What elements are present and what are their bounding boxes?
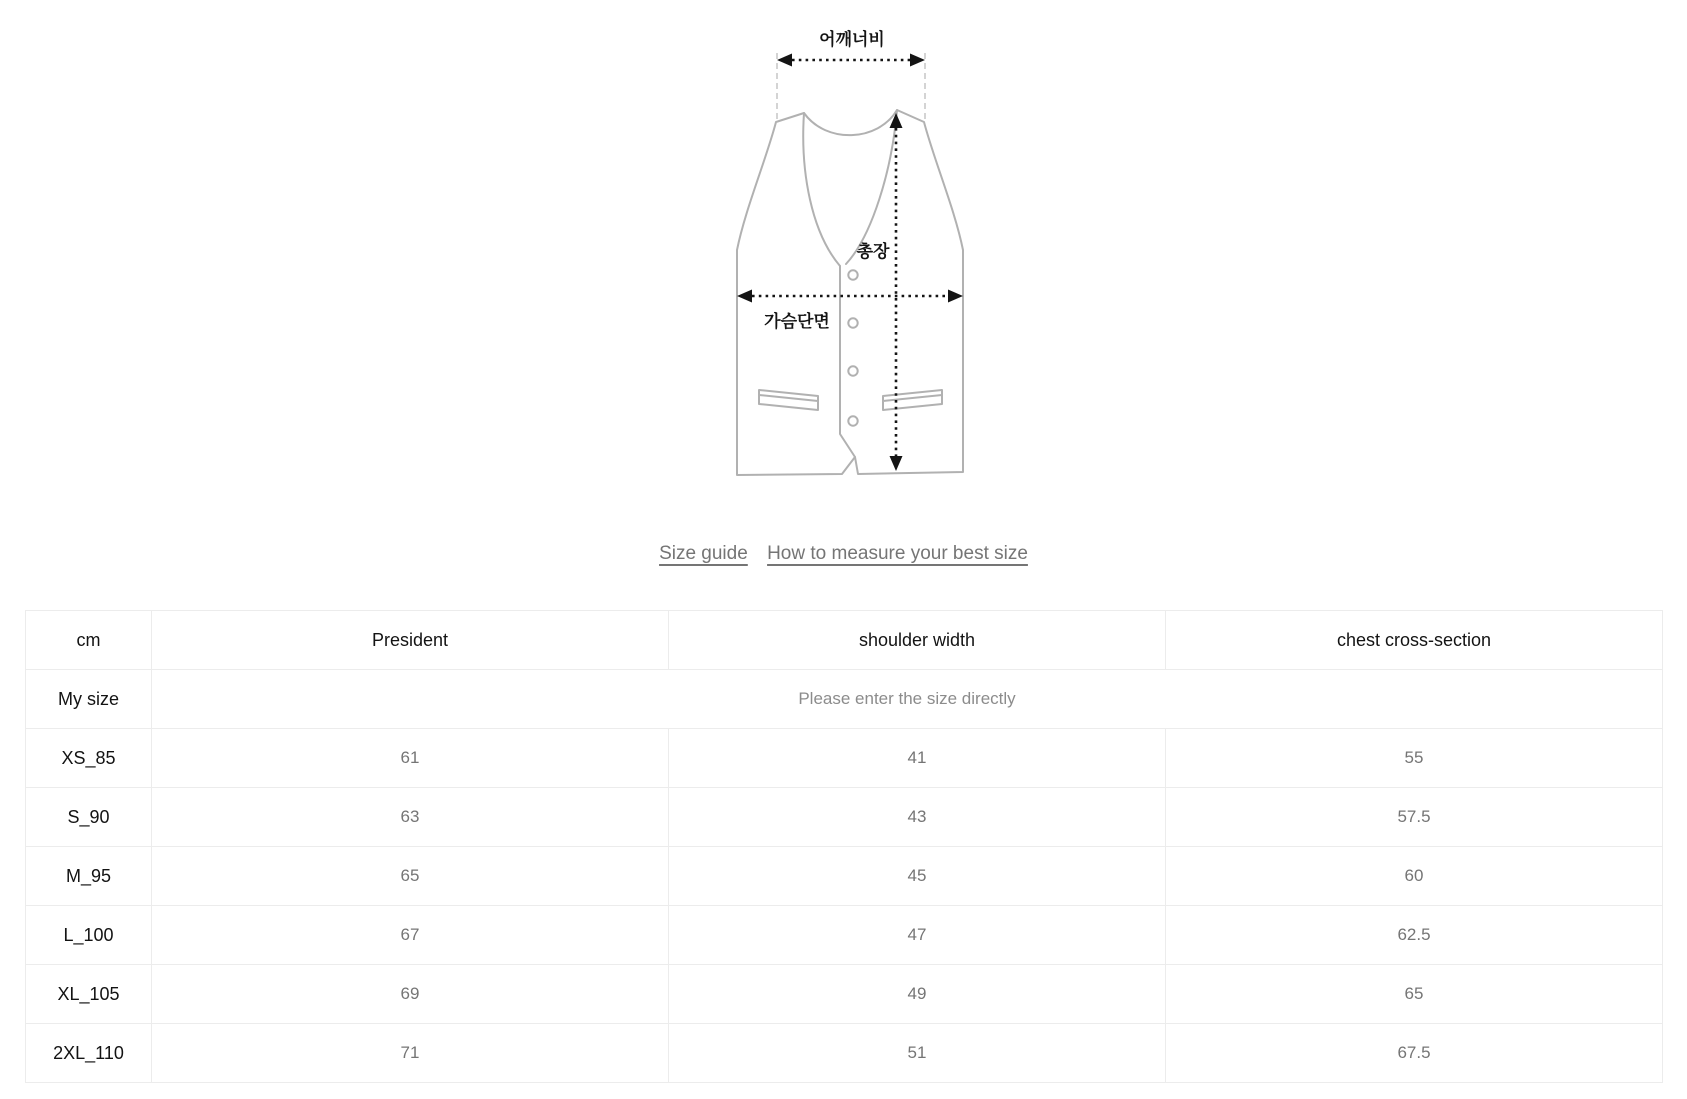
column-header-length: President: [152, 611, 669, 670]
vest-diagram-svg: [640, 18, 1060, 500]
size-links-row: [0, 540, 1687, 568]
chest-value-cell: 67.5: [1166, 1024, 1663, 1083]
length-value-cell: 63: [152, 788, 669, 847]
shoulder-value-cell: 51: [669, 1024, 1166, 1083]
shoulder-value-cell: 41: [669, 729, 1166, 788]
table-row: [26, 788, 1663, 847]
shoulder-width-arrow: [777, 54, 925, 67]
size-table-container: [25, 610, 1662, 1083]
unit-header-cell: cm: [26, 611, 152, 670]
shoulder-value-cell: 43: [669, 788, 1166, 847]
size-label-cell: 2XL_110: [26, 1024, 152, 1083]
table-row: [26, 965, 1663, 1024]
length-value-cell: 67: [152, 906, 669, 965]
size-label-cell: XS_85: [26, 729, 152, 788]
my-size-label-cell: My size: [26, 670, 152, 729]
vest-outline: [737, 110, 963, 475]
chest-value-cell: 57.5: [1166, 788, 1663, 847]
column-header-chest: chest cross-section: [1166, 611, 1663, 670]
vest-measurement-diagram: [640, 18, 1060, 500]
size-table-header-row: [26, 611, 1663, 670]
table-row: [26, 847, 1663, 906]
size-label-cell: M_95: [26, 847, 152, 906]
my-size-input-cell[interactable]: Please enter the size directly: [152, 670, 1663, 729]
total-length-label: 총장: [856, 242, 890, 261]
table-row: [26, 729, 1663, 788]
shoulder-width-label: 어깨너비: [819, 30, 885, 49]
length-value-cell: 65: [152, 847, 669, 906]
length-value-cell: 71: [152, 1024, 669, 1083]
my-size-row: [26, 670, 1663, 729]
length-value-cell: 69: [152, 965, 669, 1024]
chest-width-arrow: [737, 290, 963, 303]
chest-value-cell: 60: [1166, 847, 1663, 906]
shoulder-value-cell: 49: [669, 965, 1166, 1024]
table-row: [26, 1024, 1663, 1083]
shoulder-value-cell: 45: [669, 847, 1166, 906]
shoulder-guide-lines: [777, 53, 925, 121]
chest-value-cell: 65: [1166, 965, 1663, 1024]
total-length-arrow: [890, 113, 903, 471]
shoulder-value-cell: 47: [669, 906, 1166, 965]
size-label-cell: XL_105: [26, 965, 152, 1024]
size-table: [25, 610, 1663, 1083]
how-to-measure-link[interactable]: How to measure your best size: [767, 543, 1028, 564]
table-row: [26, 906, 1663, 965]
column-header-shoulder: shoulder width: [669, 611, 1166, 670]
size-label-cell: L_100: [26, 906, 152, 965]
size-guide-link[interactable]: Size guide: [659, 543, 748, 564]
chest-value-cell: 55: [1166, 729, 1663, 788]
chest-value-cell: 62.5: [1166, 906, 1663, 965]
chest-section-label: 가슴단면: [764, 312, 830, 331]
size-label-cell: S_90: [26, 788, 152, 847]
length-value-cell: 61: [152, 729, 669, 788]
